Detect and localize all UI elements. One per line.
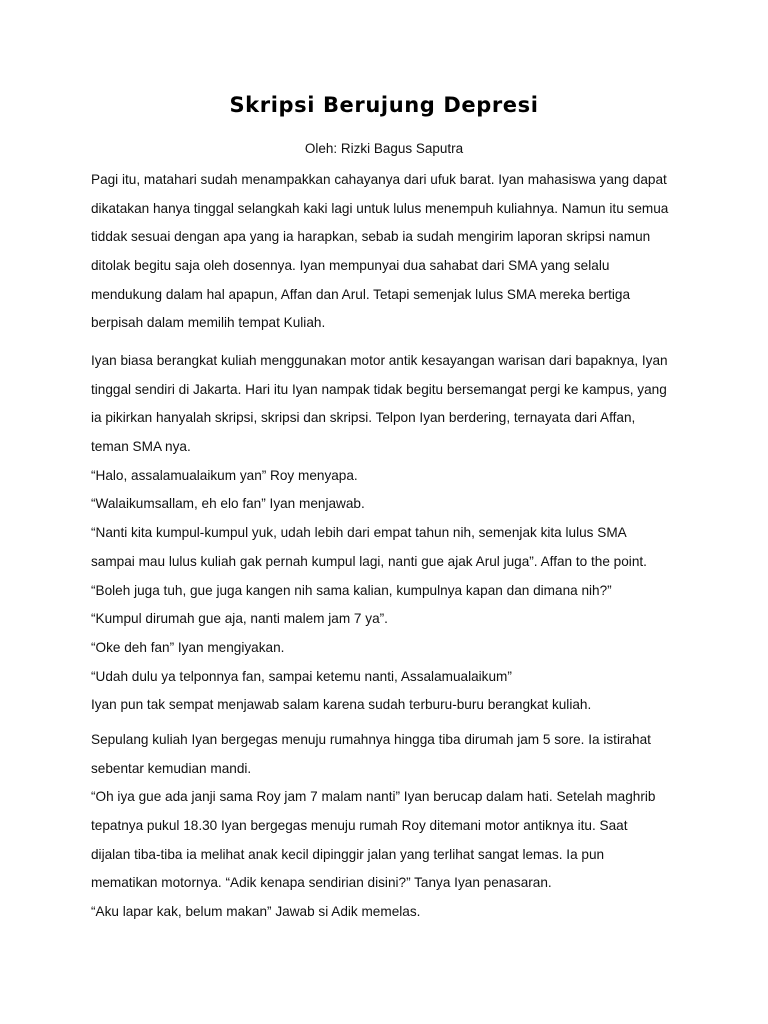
text-line: sebentar kemudian mandi. bbox=[91, 760, 252, 776]
text-line: “Aku lapar kak, belum makan” Jawab si Adik memelas. bbox=[91, 904, 421, 920]
paragraph-1 bbox=[91, 170, 691, 342]
text-line: tiddak sesuai dengan apa yang ia harapkan, sebab ia sudah mengirim laporan skripsi namun bbox=[91, 229, 651, 245]
text-line: “Oke deh fan” Iyan mengiyakan. bbox=[91, 639, 285, 655]
document-title: Skripsi Berujung Depresi bbox=[229, 93, 539, 117]
text-line: berpisah dalam memilih tempat Kuliah. bbox=[91, 315, 326, 331]
text-line: tinggal sendiri di Jakarta. Hari itu Iyan nampak tidak begitu bersemangat pergi ke kampus, yang bbox=[91, 381, 667, 397]
text-line: dikatakan hanya tinggal selangkah kaki lagi untuk lulus menempuh kuliahnya. Namun itu semua bbox=[91, 200, 669, 216]
text-line: Sepulang kuliah Iyan bergegas menuju rumahnya hingga tiba dirumah jam 5 sore. Ia istirahat bbox=[91, 732, 651, 747]
text-line: “Oh iya gue ada janji sama Roy jam 7 malam nanti” Iyan berucap dalam hati. Setelah maghrib bbox=[91, 789, 656, 805]
text-line: sampai mau lulus kuliah gak pernah kumpul lagi, nanti gue ajak Arul juga”. Affan to the point. bbox=[91, 553, 647, 569]
text-line: “Kumpul dirumah gue aja, nanti malem jam 7 ya”. bbox=[91, 611, 388, 627]
paragraph-2 bbox=[91, 351, 691, 724]
paragraph-3 bbox=[91, 730, 691, 931]
text-line: tepatnya pukul 18.30 Iyan bergegas menuju rumah Roy ditemani motor antiknya itu. Saat bbox=[91, 818, 628, 834]
text-line: “Halo, assalamualaikum yan” Roy menyapa. bbox=[91, 467, 358, 483]
text-line: Pagi itu, matahari sudah menampakkan cahayanya dari ufuk barat. Iyan mahasiswa yang dapat bbox=[91, 172, 667, 187]
author-line: Oleh: Rizki Bagus Saputra bbox=[304, 141, 464, 156]
text-line: dijalan tiba-tiba ia melihat anak kecil dipinggir jalan yang terlihat sangat lemas. Ia pun bbox=[91, 846, 605, 862]
text-line: “Boleh juga tuh, gue juga kangen nih sama kalian, kumpulnya kapan dan dimana nih?” bbox=[91, 582, 612, 598]
text-line: “Walaikumsallam, eh elo fan” Iyan menjawab. bbox=[91, 496, 365, 512]
text-line: “Udah dulu ya telponnya fan, sampai ketemu nanti, Assalamualaikum” bbox=[91, 668, 512, 684]
text-line: “Nanti kita kumpul-kumpul yuk, udah lebih dari empat tahun nih, semenjak kita lulus SMA bbox=[91, 525, 627, 541]
text-line: ditolak begitu saja oleh dosennya. Iyan mempunyai dua sahabat dari SMA yang selalu bbox=[91, 258, 610, 274]
text-line: teman SMA nya. bbox=[91, 439, 191, 455]
text-line: mematikan motornya. “Adik kenapa sendirian disini?” Tanya Iyan penasaran. bbox=[91, 875, 552, 891]
text-line: ia pikirkan hanyalah skripsi, skripsi dan skripsi. Telpon Iyan berdering, ternayata dari Affan, bbox=[91, 410, 636, 426]
text-line: mendukung dalam hal apapun, Affan dan Arul. Tetapi semenjak lulus SMA mereka bertiga bbox=[91, 286, 631, 302]
text-line: Iyan biasa berangkat kuliah menggunakan motor antik kesayangan warisan dari bapaknya, Iyan bbox=[91, 353, 668, 368]
text-line: Iyan pun tak sempat menjawab salam karena sudah terburu-buru berangkat kuliah. bbox=[91, 697, 592, 713]
